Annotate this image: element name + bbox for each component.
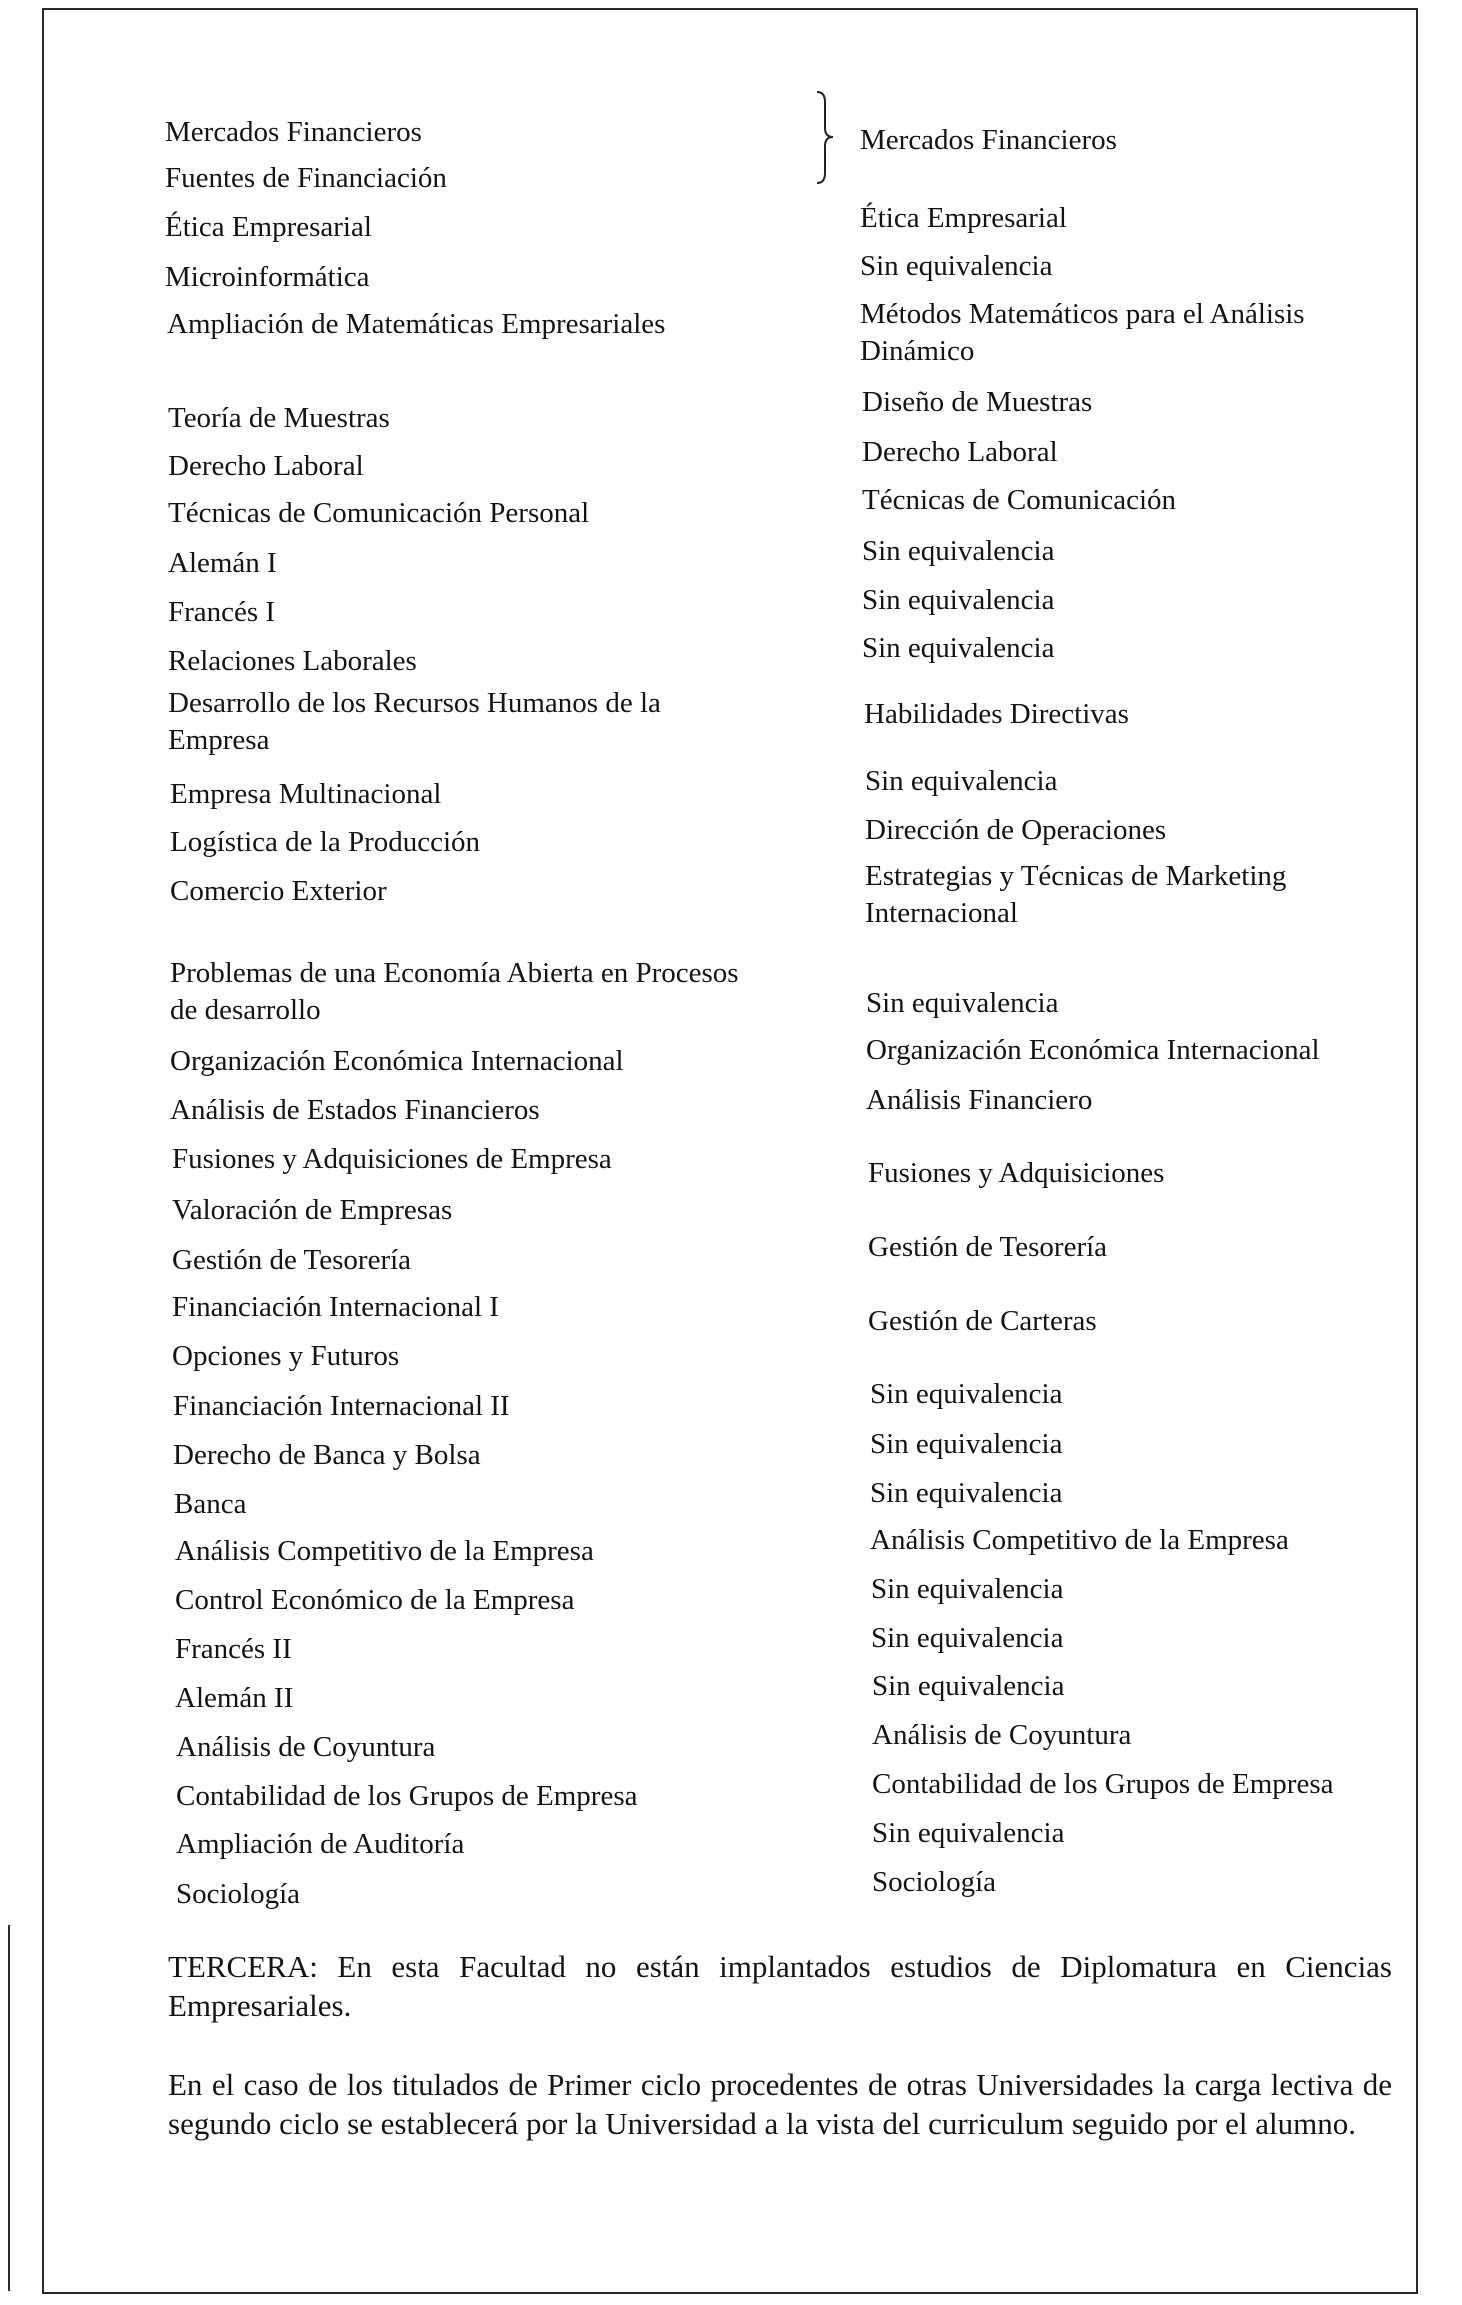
course-new-etica-empresarial: Ética Empresarial bbox=[860, 202, 1067, 234]
course-old-aleman-ii bbox=[175, 1680, 820, 1717]
course-new-sin-equivalencia: Sin equivalencia bbox=[870, 1428, 1063, 1460]
dot-leader bbox=[174, 1513, 819, 1516]
course-old-label: Ética Empresarial bbox=[165, 211, 375, 243]
course-old-label: Financiación Internacional I bbox=[172, 1291, 502, 1323]
course-old-fusiones-y-adquisiciones-de-empresa bbox=[172, 1141, 817, 1178]
course-new-analisis-financiero: Análisis Financiero bbox=[866, 1084, 1093, 1116]
course-new-sin-equivalencia: Sin equivalencia bbox=[862, 535, 1055, 567]
course-old-label: Teoría de Muestras bbox=[168, 402, 393, 434]
course-old-financiacion-internacional-i bbox=[172, 1289, 817, 1326]
course-old-label: Empresa Multinacional bbox=[170, 778, 444, 810]
course-old-label: Fuentes de Financiación bbox=[165, 162, 450, 194]
page-border-left-notch bbox=[8, 1925, 10, 2291]
course-old-microinformatica bbox=[165, 259, 810, 296]
course-old-aleman-i bbox=[168, 545, 813, 582]
course-old-analisis-de-coyuntura bbox=[176, 1729, 821, 1766]
paragraph-tercera: TERCERA: En esta Facultad no están implantados estudios de Diplomatura en Ciencias Empresariales. bbox=[168, 1949, 1392, 2023]
course-new-sin-equivalencia: Sin equivalencia bbox=[870, 1477, 1063, 1509]
course-new-habilidades-directivas: Habilidades Directivas bbox=[864, 698, 1129, 730]
course-old-analisis-de-estados-financieros bbox=[170, 1092, 815, 1129]
course-old-label: de desarrollo bbox=[170, 994, 324, 1026]
course-old-label: Financiación Internacional II bbox=[173, 1390, 513, 1422]
course-old-control-economico-de-la-empresa bbox=[175, 1582, 820, 1619]
course-old-banca bbox=[174, 1486, 819, 1523]
course-old-label: Técnicas de Comunicación Personal bbox=[168, 497, 592, 529]
course-old-label: Microinformática bbox=[165, 261, 373, 293]
course-old-label: Ampliación de Auditoría bbox=[176, 1828, 467, 1860]
course-old-label: Alemán I bbox=[168, 547, 280, 579]
course-old-frances-i bbox=[168, 594, 813, 631]
course-new-organizacion-economica-internacional: Organización Económica Internacional bbox=[866, 1034, 1320, 1066]
course-old-frances-ii bbox=[175, 1631, 820, 1668]
course-old-label: Francés I bbox=[168, 596, 278, 628]
course-old-etica-empresarial bbox=[165, 209, 810, 246]
course-new-gestion-de-carteras: Gestión de Carteras bbox=[868, 1305, 1097, 1337]
course-old-empresa-multinacional bbox=[170, 776, 815, 813]
course-old-label: Análisis Competitivo de la Empresa bbox=[175, 1535, 597, 1567]
course-old-label: Sociología bbox=[176, 1878, 303, 1910]
course-old-label: Análisis de Estados Financieros bbox=[170, 1094, 543, 1126]
course-new-sin-equivalencia: Sin equivalencia bbox=[870, 1378, 1063, 1410]
course-new-sin-equivalencia: Sin equivalencia bbox=[862, 584, 1055, 616]
course-old-label: Organización Económica Internacional bbox=[170, 1045, 627, 1077]
course-old-label: Comercio Exterior bbox=[170, 875, 390, 907]
course-old-valoracion-de-empresas bbox=[172, 1192, 817, 1229]
course-new-sin-equivalencia: Sin equivalencia bbox=[871, 1573, 1064, 1605]
course-old-organizacion-economica-internacional bbox=[170, 1043, 815, 1080]
course-old-label: Problemas de una Economía Abierta en Procesos bbox=[170, 957, 742, 989]
course-old-label: Ampliación de Matemáticas Empresariales bbox=[167, 308, 668, 340]
course-new-sociologia: Sociología bbox=[872, 1866, 997, 1898]
course-new-sin-equivalencia: Sin equivalencia bbox=[866, 987, 1059, 1019]
course-old-relaciones-laborales bbox=[168, 643, 813, 680]
course-old-derecho-laboral bbox=[168, 448, 813, 485]
course-old-label: Derecho de Banca y Bolsa bbox=[173, 1439, 484, 1471]
course-old-gestion-de-tesoreria bbox=[172, 1242, 817, 1279]
course-old-label: Fusiones y Adquisiciones de Empresa bbox=[172, 1143, 615, 1175]
course-old-label: Alemán II bbox=[175, 1682, 296, 1714]
course-old-label: Francés II bbox=[175, 1633, 295, 1665]
course-new-metodos-matematicos-para-el-analisis-dinamico: Métodos Matemáticos para el Análisis Dinámico bbox=[860, 298, 1305, 367]
course-old-opciones-y-futuros bbox=[172, 1338, 817, 1375]
course-new-sin-equivalencia: Sin equivalencia bbox=[865, 765, 1058, 797]
course-old-label: Empresa bbox=[168, 724, 272, 756]
course-new-gestion-de-tesoreria: Gestión de Tesorería bbox=[868, 1231, 1108, 1263]
course-old-mercados-financieros bbox=[165, 114, 810, 151]
course-old-label: Derecho Laboral bbox=[168, 450, 367, 482]
course-new-fusiones-y-adquisiciones: Fusiones y Adquisiciones bbox=[868, 1157, 1165, 1189]
course-old-ampliacion-de-matematicas-empresariales bbox=[167, 306, 812, 343]
course-old-label: Opciones y Futuros bbox=[172, 1340, 402, 1372]
course-new-estrategias-y-tecnicas-de-marketing-internacional: Estrategias y Técnicas de Marketing Internacional bbox=[865, 860, 1287, 929]
course-old-analisis-competitivo-de-la-empresa bbox=[175, 1533, 820, 1570]
course-new-analisis-de-coyuntura: Análisis de Coyuntura bbox=[872, 1719, 1132, 1751]
course-old-label: Contabilidad de los Grupos de Empresa bbox=[176, 1780, 641, 1812]
course-old-fuentes-de-financiacion bbox=[165, 160, 810, 197]
course-old-tecnicas-de-comunicacion-personal bbox=[168, 495, 813, 532]
course-old-logistica-de-la-produccion bbox=[170, 824, 815, 861]
course-old-financiacion-internacional-ii bbox=[173, 1388, 818, 1425]
course-new-sin-equivalencia: Sin equivalencia bbox=[862, 632, 1055, 664]
course-old-comercio-exterior bbox=[170, 873, 815, 910]
course-new-sin-equivalencia: Sin equivalencia bbox=[872, 1670, 1065, 1702]
course-old-label: Análisis de Coyuntura bbox=[176, 1731, 438, 1763]
course-old-problemas-de-una-economia-abierta-en-procesos-de-desarrollo bbox=[170, 955, 815, 1029]
course-new-tecnicas-de-comunicacion: Técnicas de Comunicación bbox=[862, 484, 1177, 516]
course-old-label: Control Económico de la Empresa bbox=[175, 1584, 577, 1616]
course-new-derecho-laboral: Derecho Laboral bbox=[862, 436, 1058, 468]
course-new-sin-equivalencia: Sin equivalencia bbox=[860, 250, 1053, 282]
course-old-ampliacion-de-auditoria bbox=[176, 1826, 821, 1863]
course-new-analisis-competitivo-de-la-empresa: Análisis Competitivo de la Empresa bbox=[870, 1524, 1289, 1556]
course-old-label: Relaciones Laborales bbox=[168, 645, 420, 677]
course-old-label: Desarrollo de los Recursos Humanos de la bbox=[168, 687, 664, 719]
paragraph-titulados: En el caso de los titulados de Primer ciclo procedentes de otras Universidades la carga lectiva de segundo ciclo se establecerá por la Universidad a la vista del curriculum seguido por el alumno. bbox=[168, 2067, 1392, 2141]
course-old-contabilidad-de-los-grupos-de-empresa bbox=[176, 1778, 821, 1815]
grouped-equivalence-mercados: Mercados Financieros bbox=[860, 124, 1117, 156]
course-old-label: Banca bbox=[174, 1488, 249, 1520]
course-old-sociologia bbox=[176, 1876, 821, 1913]
course-new-contabilidad-de-los-grupos-de-empresa: Contabilidad de los Grupos de Empresa bbox=[872, 1768, 1334, 1800]
course-old-label: Gestión de Tesorería bbox=[172, 1244, 414, 1276]
course-new-diseno-de-muestras: Diseño de Muestras bbox=[862, 386, 1093, 418]
course-new-direccion-de-operaciones: Dirección de Operaciones bbox=[865, 814, 1167, 846]
course-old-label: Mercados Financieros bbox=[165, 116, 425, 148]
course-old-teoria-de-muestras bbox=[168, 400, 813, 437]
course-new-sin-equivalencia: Sin equivalencia bbox=[871, 1622, 1064, 1654]
course-old-desarrollo-de-los-recursos-humanos-de-la-empresa bbox=[168, 685, 813, 759]
grouping-brace bbox=[815, 90, 835, 185]
course-new-sin-equivalencia: Sin equivalencia bbox=[872, 1817, 1065, 1849]
course-old-derecho-de-banca-y-bolsa bbox=[173, 1437, 818, 1474]
course-old-label: Logística de la Producción bbox=[170, 826, 483, 858]
course-old-label: Valoración de Empresas bbox=[172, 1194, 455, 1226]
